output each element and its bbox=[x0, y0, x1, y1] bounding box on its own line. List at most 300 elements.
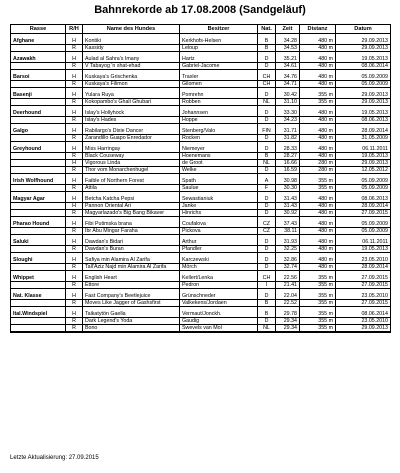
distance-cell: 480 m bbox=[299, 63, 335, 69]
table-row bbox=[10, 293, 391, 300]
sex-cell: R bbox=[65, 135, 82, 141]
dog-name-cell: Taikatytön Gaella bbox=[82, 311, 179, 317]
owner-cell: Pomrehn bbox=[179, 92, 257, 98]
table-row bbox=[10, 203, 391, 210]
breed-cell: Greyhound bbox=[10, 146, 65, 152]
date-cell: 05.09.2009 bbox=[335, 81, 391, 87]
nation-cell: D bbox=[257, 257, 275, 263]
breed-cell bbox=[10, 210, 65, 216]
table-row bbox=[10, 117, 391, 124]
dog-name-cell: Betcha Katcha Pepsi bbox=[82, 196, 179, 202]
owner-cell: Janke bbox=[179, 203, 257, 209]
owner-cell: Hinrichs bbox=[179, 210, 257, 216]
time-cell: 30.42 bbox=[275, 92, 299, 98]
owner-cell: Gabriel-Jacome bbox=[179, 63, 257, 69]
owner-cell: Gilomen bbox=[179, 81, 257, 87]
header-date: Datum bbox=[335, 25, 391, 33]
dog-name-cell: Black Couseway bbox=[82, 153, 179, 159]
date-cell: 23.05.2010 bbox=[335, 318, 391, 324]
distance-cell: 355 m bbox=[299, 311, 335, 317]
table-row bbox=[10, 153, 391, 160]
date-cell: 29.09.2013 bbox=[335, 45, 391, 51]
last-update-note: Letzte Aktualisierung: 27.09.2015 bbox=[10, 455, 99, 461]
time-cell: 35.21 bbox=[275, 56, 299, 62]
table-row bbox=[10, 264, 391, 271]
distance-cell: 480 m bbox=[299, 153, 335, 159]
distance-cell: 480 m bbox=[299, 196, 335, 202]
sex-cell: R bbox=[65, 318, 82, 324]
owner-cell: Johannsen bbox=[179, 110, 257, 116]
breed-cell: Afghane bbox=[10, 38, 65, 44]
time-cell: 22.04 bbox=[275, 293, 299, 299]
dog-name-cell: Thor vom Monarchenhugel bbox=[82, 167, 179, 173]
owner-cell: Swevels van Mol bbox=[179, 325, 257, 331]
dog-name-cell: English Heart bbox=[82, 275, 179, 281]
date-cell: 08.06.2014 bbox=[335, 311, 391, 317]
sex-cell: R bbox=[65, 153, 82, 159]
time-cell: 31.71 bbox=[275, 128, 299, 134]
owner-cell: Valkekens/Jordaen bbox=[179, 300, 257, 306]
sex-cell: H bbox=[65, 221, 82, 227]
date-cell: 05.09.2009 bbox=[335, 221, 391, 227]
date-cell: 29.09.2013 bbox=[335, 160, 391, 166]
date-cell: 05.09.2009 bbox=[335, 178, 391, 184]
dog-name-cell: Vigorous Linda bbox=[82, 160, 179, 166]
breed-cell bbox=[10, 203, 65, 209]
nation-cell: FIN bbox=[257, 128, 275, 134]
breed-cell bbox=[10, 81, 65, 87]
distance-cell: 480 m bbox=[299, 246, 335, 252]
breed-cell bbox=[10, 45, 65, 51]
owner-cell: de Groot bbox=[179, 160, 257, 166]
sex-cell: H bbox=[65, 311, 82, 317]
table-row bbox=[10, 146, 391, 153]
distance-cell: 355 m bbox=[299, 293, 335, 299]
records-table bbox=[10, 24, 391, 333]
sex-cell: H bbox=[65, 239, 82, 245]
time-cell: 34.71 bbox=[275, 81, 299, 87]
dog-name-cell: Kassidy bbox=[82, 45, 179, 51]
distance-cell: 480 m bbox=[299, 210, 335, 216]
breed-cell bbox=[10, 160, 65, 166]
nation-cell: D bbox=[257, 210, 275, 216]
date-cell: 12.05.2012 bbox=[335, 167, 391, 173]
distance-cell: 355 m bbox=[299, 99, 335, 105]
owner-cell: Spath bbox=[179, 178, 257, 184]
distance-cell: 480 m bbox=[299, 135, 335, 141]
time-cell: 30.92 bbox=[275, 210, 299, 216]
owner-cell: Sewastianiuk bbox=[179, 196, 257, 202]
dog-name-cell: Ibr Abu Mingar Faraha bbox=[82, 228, 179, 234]
owner-cell: Hartz bbox=[179, 56, 257, 62]
date-cell: 29.09.2013 bbox=[335, 92, 391, 98]
dog-name-cell: Tall'Aziz Najd min Alamira Al Zarifa bbox=[82, 264, 179, 270]
sex-cell: H bbox=[65, 293, 82, 299]
table-row bbox=[10, 325, 391, 332]
distance-cell: 480 m bbox=[299, 128, 335, 134]
nation-cell: D bbox=[257, 264, 275, 270]
header-time: Zeit bbox=[275, 25, 299, 33]
time-cell: 37.43 bbox=[275, 221, 299, 227]
breed-cell bbox=[10, 135, 65, 141]
date-cell: 08.06.2013 bbox=[335, 196, 391, 202]
breed-cell: Nat. Klasse bbox=[10, 293, 65, 299]
nation-cell: CH bbox=[257, 74, 275, 80]
sex-cell: H bbox=[65, 110, 82, 116]
breed-cell: Whippet bbox=[10, 275, 65, 281]
sex-cell: H bbox=[65, 128, 82, 134]
distance-cell: 355 m bbox=[299, 185, 335, 191]
date-cell: 28.09.2014 bbox=[335, 203, 391, 209]
breed-cell bbox=[10, 185, 65, 191]
time-cell: 28.33 bbox=[275, 146, 299, 152]
dog-name-cell: Rabilargo's Dixie Dancer bbox=[82, 128, 179, 134]
date-cell: 19.05.2013 bbox=[335, 110, 391, 116]
distance-cell: 480 m bbox=[299, 38, 335, 44]
dog-name-cell: Safiya min Alamira Al Zarifa bbox=[82, 257, 179, 263]
dog-name-cell: V Tabayog 'n shat-ehad bbox=[82, 63, 179, 69]
owner-cell: Rocken bbox=[179, 135, 257, 141]
distance-cell: 480 m bbox=[299, 228, 335, 234]
breed-cell bbox=[10, 325, 65, 331]
breed-cell bbox=[10, 63, 65, 69]
owner-cell: Arthur bbox=[179, 239, 257, 245]
table-header bbox=[10, 25, 391, 34]
time-cell: 29.78 bbox=[275, 311, 299, 317]
table-row bbox=[10, 246, 391, 253]
time-cell: 29.34 bbox=[275, 318, 299, 324]
sex-cell: R bbox=[65, 99, 82, 105]
header-sex: R/H bbox=[65, 25, 82, 33]
table-row bbox=[10, 63, 391, 70]
table-row bbox=[10, 56, 391, 63]
sex-cell: R bbox=[65, 185, 82, 191]
date-cell: 27.09.2015 bbox=[335, 210, 391, 216]
owner-cell: Welke bbox=[179, 167, 257, 173]
owner-cell: Hoenemans bbox=[179, 153, 257, 159]
nation-cell: D bbox=[257, 318, 275, 324]
dog-name-cell: Yulara Ruya bbox=[82, 92, 179, 98]
sex-cell: H bbox=[65, 92, 82, 98]
page-title: Bahnrekorde ab 17.08.2008 (Sandgeläuf) bbox=[94, 4, 306, 16]
owner-cell: Saulue bbox=[179, 185, 257, 191]
sex-cell: R bbox=[65, 325, 82, 331]
distance-cell: 355 m bbox=[299, 178, 335, 184]
date-cell: 27.09.2015 bbox=[335, 282, 391, 288]
dog-name-cell: Dark Legend's Yoda bbox=[82, 318, 179, 324]
nation-cell: B bbox=[257, 300, 275, 306]
time-cell: 30.30 bbox=[275, 185, 299, 191]
date-cell: 23.05.2010 bbox=[335, 257, 391, 263]
time-cell: 28.27 bbox=[275, 153, 299, 159]
sex-cell: H bbox=[65, 146, 82, 152]
dog-name-cell: Aulad al Sahra's Imany bbox=[82, 56, 179, 62]
table-row bbox=[10, 45, 391, 52]
breed-cell bbox=[10, 99, 65, 105]
table-row bbox=[10, 160, 391, 167]
table-row bbox=[10, 185, 391, 192]
distance-cell: 355 m bbox=[299, 300, 335, 306]
time-cell: 32.86 bbox=[275, 257, 299, 263]
breed-cell: Sloughi bbox=[10, 257, 65, 263]
nation-cell: D bbox=[257, 203, 275, 209]
dog-name-cell: Zarandillo Guapo Enredador bbox=[82, 135, 179, 141]
distance-cell: 355 m bbox=[299, 92, 335, 98]
distance-cell: 480 m bbox=[299, 45, 335, 51]
table-row bbox=[10, 239, 391, 246]
sex-cell: R bbox=[65, 117, 82, 123]
time-cell: 34.28 bbox=[275, 38, 299, 44]
time-cell: 29.34 bbox=[275, 325, 299, 331]
sex-cell: R bbox=[65, 63, 82, 69]
time-cell: 22.56 bbox=[275, 275, 299, 281]
distance-cell: 480 m bbox=[299, 221, 335, 227]
dog-name-cell: Islay's Hades bbox=[82, 117, 179, 123]
nation-cell: CH bbox=[257, 81, 275, 87]
nation-cell: D bbox=[257, 239, 275, 245]
table-row bbox=[10, 110, 391, 117]
time-cell: 16.66 bbox=[275, 160, 299, 166]
owner-cell: Niemeyer bbox=[179, 146, 257, 152]
owner-cell: Pfandler bbox=[179, 246, 257, 252]
distance-cell: 355 m bbox=[299, 325, 335, 331]
sex-cell: H bbox=[65, 203, 82, 209]
distance-cell: 480 m bbox=[299, 257, 335, 263]
distance-cell: 280 m bbox=[299, 167, 335, 173]
table-row bbox=[10, 38, 391, 45]
owner-cell: Grünschneder bbox=[179, 293, 257, 299]
date-cell: 08.06.2014 bbox=[335, 63, 391, 69]
owner-cell: Pickova bbox=[179, 228, 257, 234]
dog-name-cell: Dawdan's Buran bbox=[82, 246, 179, 252]
table-row bbox=[10, 128, 391, 135]
table-row bbox=[10, 92, 391, 99]
date-cell: 27.09.2015 bbox=[335, 275, 391, 281]
date-cell: 05.09.2009 bbox=[335, 74, 391, 80]
nation-cell: D bbox=[257, 135, 275, 141]
dog-name-cell: Kokopambo's Ghali Ghubari bbox=[82, 99, 179, 105]
nation-cell: D bbox=[257, 117, 275, 123]
date-cell: 05.09.2009 bbox=[335, 228, 391, 234]
nation-cell: NL bbox=[257, 160, 275, 166]
table-row bbox=[10, 221, 391, 228]
breed-cell: Barsoi bbox=[10, 74, 65, 80]
nation-cell: D bbox=[257, 246, 275, 252]
sex-cell: H bbox=[65, 38, 82, 44]
nation-cell: D bbox=[257, 56, 275, 62]
nation-cell: NL bbox=[257, 325, 275, 331]
table-row bbox=[10, 135, 391, 142]
owner-cell: Vermaut/Jonckh. bbox=[179, 311, 257, 317]
table-row bbox=[10, 178, 391, 185]
table-row bbox=[10, 81, 391, 88]
owner-cell: Traxler bbox=[179, 74, 257, 80]
date-cell: 19.05.2013 bbox=[335, 153, 391, 159]
distance-cell: 480 m bbox=[299, 264, 335, 270]
owner-cell: Kellert/Lenka bbox=[179, 275, 257, 281]
date-cell: 06.11.2011 bbox=[335, 146, 391, 152]
time-cell: 21.41 bbox=[275, 282, 299, 288]
dog-name-cell: Miss Harringay bbox=[82, 146, 179, 152]
owner-cell: Coufalova bbox=[179, 221, 257, 227]
sex-cell: R bbox=[65, 228, 82, 234]
dog-name-cell: Fast Company's Beetlejuice bbox=[82, 293, 179, 299]
breed-cell: Magyar Agar bbox=[10, 196, 65, 202]
table-row bbox=[10, 99, 391, 106]
time-cell: 34.61 bbox=[275, 63, 299, 69]
breed-cell: Saluki bbox=[10, 239, 65, 245]
dog-name-cell: Kuskaya's Filimon bbox=[82, 81, 179, 87]
dog-name-cell: Faible of Northern Forest bbox=[82, 178, 179, 184]
header-nation: Nat. bbox=[257, 25, 275, 33]
sex-cell: H bbox=[65, 257, 82, 263]
breed-cell bbox=[10, 318, 65, 324]
sex-cell: H bbox=[65, 160, 82, 166]
breed-cell bbox=[10, 117, 65, 123]
sex-cell: R bbox=[65, 81, 82, 87]
nation-cell: D bbox=[257, 196, 275, 202]
header-breed: Rasse bbox=[10, 25, 65, 33]
time-cell: 34.53 bbox=[275, 45, 299, 51]
nation-cell: B bbox=[257, 38, 275, 44]
table-row bbox=[10, 300, 391, 307]
time-cell: 31.43 bbox=[275, 196, 299, 202]
time-cell: 16.59 bbox=[275, 167, 299, 173]
nation-cell: D bbox=[257, 63, 275, 69]
nation-cell: D bbox=[257, 167, 275, 173]
owner-cell: Mörch bbox=[179, 264, 257, 270]
time-cell: 30.98 bbox=[275, 178, 299, 184]
breed-cell: Basenji bbox=[10, 92, 65, 98]
distance-cell: 480 m bbox=[299, 81, 335, 87]
time-cell: 31.10 bbox=[275, 99, 299, 105]
dog-name-cell: Magyarlazado's Big Bang Bikaver bbox=[82, 210, 179, 216]
breed-cell: Irish Wolfhound bbox=[10, 178, 65, 184]
sex-cell: H bbox=[65, 74, 82, 80]
dog-name-cell: Bono bbox=[82, 325, 179, 331]
table-row bbox=[10, 228, 391, 235]
time-cell: 38.11 bbox=[275, 228, 299, 234]
sex-cell: H bbox=[65, 275, 82, 281]
breed-cell bbox=[10, 153, 65, 159]
sex-cell: R bbox=[65, 210, 82, 216]
table-row bbox=[10, 311, 391, 318]
time-cell: 34.76 bbox=[275, 74, 299, 80]
breed-cell: Galgo bbox=[10, 128, 65, 134]
distance-cell: 480 m bbox=[299, 146, 335, 152]
dog-name-cell: Attila bbox=[82, 185, 179, 191]
date-cell: 19.05.2013 bbox=[335, 56, 391, 62]
dog-name-cell: Kuskaya's Grischenka bbox=[82, 74, 179, 80]
breed-cell: Azawakh bbox=[10, 56, 65, 62]
owner-cell: Robben bbox=[179, 99, 257, 105]
distance-cell: 480 m bbox=[299, 74, 335, 80]
dog-name-cell: Moves Like Jagger of Gashsfirst bbox=[82, 300, 179, 306]
nation-cell: D bbox=[257, 110, 275, 116]
date-cell: 19.05.2013 bbox=[335, 246, 391, 252]
distance-cell: 355 m bbox=[299, 282, 335, 288]
table-row bbox=[10, 196, 391, 203]
distance-cell: 280 m bbox=[299, 160, 335, 166]
sex-cell: R bbox=[65, 246, 82, 252]
breed-cell bbox=[10, 228, 65, 234]
nation-cell: B bbox=[257, 153, 275, 159]
nation-cell: D bbox=[257, 293, 275, 299]
nation-cell: D bbox=[257, 146, 275, 152]
nation-cell: CH bbox=[257, 275, 275, 281]
time-cell: 32.25 bbox=[275, 246, 299, 252]
nation-cell: B bbox=[257, 311, 275, 317]
distance-cell: 480 m bbox=[299, 203, 335, 209]
owner-cell: Karczewski bbox=[179, 257, 257, 263]
header-distance: Distanz bbox=[299, 25, 335, 33]
time-cell: 33.30 bbox=[275, 110, 299, 116]
sex-cell: H bbox=[65, 56, 82, 62]
date-cell: 29.09.2013 bbox=[335, 325, 391, 331]
dog-name-cell: Islay's Hollyhock bbox=[82, 110, 179, 116]
dog-name-cell: Dawdan's Bidari bbox=[82, 239, 179, 245]
owner-cell: Leloup bbox=[179, 45, 257, 51]
dog-name-cell: Ettore bbox=[82, 282, 179, 288]
date-cell: 08.06.2013 bbox=[335, 117, 391, 123]
sex-cell: R bbox=[65, 282, 82, 288]
date-cell: 28.09.2014 bbox=[335, 128, 391, 134]
breed-cell: Deerhound bbox=[10, 110, 65, 116]
distance-cell: 355 m bbox=[299, 275, 335, 281]
sex-cell: H bbox=[65, 196, 82, 202]
owner-cell: Kerkhofs-Helsen bbox=[179, 38, 257, 44]
dog-name-cell: Pannon Oriental Ari bbox=[82, 203, 179, 209]
sex-cell: H bbox=[65, 178, 82, 184]
time-cell: 32.74 bbox=[275, 264, 299, 270]
distance-cell: 480 m bbox=[299, 117, 335, 123]
distance-cell: 480 m bbox=[299, 56, 335, 62]
distance-cell: 480 m bbox=[299, 110, 335, 116]
table-row bbox=[10, 282, 391, 289]
header-owner: Besitzer bbox=[179, 25, 257, 33]
breed-cell bbox=[10, 246, 65, 252]
date-cell: 05.09.2009 bbox=[335, 185, 391, 191]
breed-cell bbox=[10, 264, 65, 270]
breed-cell bbox=[10, 167, 65, 173]
header-dog-name: Name des Hundes bbox=[82, 25, 179, 33]
nation-cell: A bbox=[257, 178, 275, 184]
date-cell: 29.09.2013 bbox=[335, 99, 391, 105]
owner-cell: Gaudig bbox=[179, 318, 257, 324]
table-row bbox=[10, 275, 391, 282]
dog-name-cell: Kontiki bbox=[82, 38, 179, 44]
table-row bbox=[10, 257, 391, 264]
nation-cell: CZ bbox=[257, 221, 275, 227]
breed-cell: Pharao Hound bbox=[10, 221, 65, 227]
nation-cell: NL bbox=[257, 99, 275, 105]
nation-cell: D bbox=[257, 92, 275, 98]
sex-cell: R bbox=[65, 264, 82, 270]
owner-cell: Hoppe bbox=[179, 117, 257, 123]
sex-cell: R bbox=[65, 300, 82, 306]
nation-cell: I bbox=[257, 282, 275, 288]
nation-cell: B bbox=[257, 45, 275, 51]
date-cell: 06.11.2011 bbox=[335, 239, 391, 245]
sex-cell: R bbox=[65, 45, 82, 51]
date-cell: 28.09.2014 bbox=[335, 264, 391, 270]
date-cell: 27.09.2015 bbox=[335, 300, 391, 306]
date-cell: 23.05.2010 bbox=[335, 293, 391, 299]
table-row bbox=[10, 167, 391, 174]
distance-cell: 480 m bbox=[299, 239, 335, 245]
breed-cell bbox=[10, 300, 65, 306]
time-cell: 34.23 bbox=[275, 117, 299, 123]
